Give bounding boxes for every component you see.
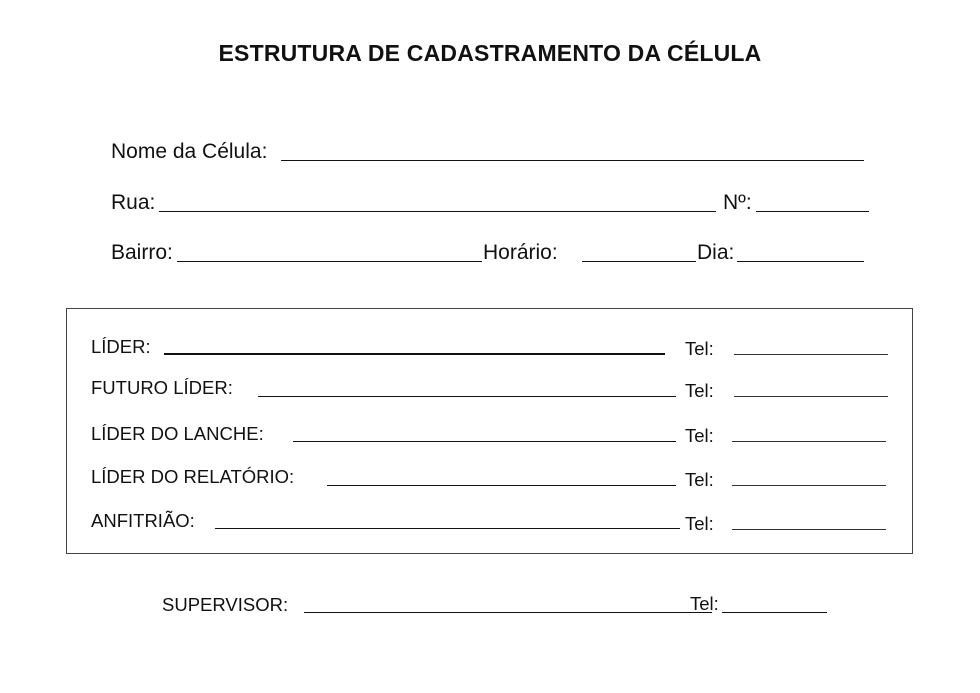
lider-tel-label: Tel: — [685, 338, 714, 359]
anfitriao-label: ANFITRIÃO: — [91, 510, 195, 531]
supervisor-tel-label: Tel: — [690, 593, 719, 614]
supervisor-field[interactable] — [304, 612, 712, 613]
lider-relatorio-tel-field[interactable] — [732, 485, 886, 486]
lider-lanche-tel-field[interactable] — [732, 441, 886, 442]
lider-tel-field[interactable] — [734, 354, 888, 355]
page-title: ESTRUTURA DE CADASTRAMENTO DA CÉLULA — [218, 40, 762, 66]
lider-lanche-label: LÍDER DO LANCHE: — [91, 423, 264, 444]
lider-lanche-tel-label: Tel: — [685, 425, 714, 446]
futuro-lider-tel-label: Tel: — [685, 380, 714, 401]
bairro-label: Bairro: — [111, 241, 173, 264]
lider-lanche-field[interactable] — [293, 441, 676, 442]
lider-relatorio-label: LÍDER DO RELATÓRIO: — [91, 466, 295, 487]
futuro-lider-field[interactable] — [258, 396, 676, 397]
futuro-lider-label: FUTURO LÍDER: — [91, 377, 233, 398]
rua-field[interactable] — [159, 211, 716, 212]
supervisor-label: SUPERVISOR: — [162, 594, 289, 615]
numero-field[interactable] — [756, 211, 869, 212]
horario-label: Horário: — [483, 241, 558, 264]
lider-field[interactable] — [164, 353, 665, 355]
horario-field[interactable] — [582, 261, 696, 262]
rua-label: Rua: — [111, 191, 156, 214]
bairro-field[interactable] — [177, 261, 482, 262]
supervisor-tel-field[interactable] — [722, 612, 827, 613]
lider-relatorio-field[interactable] — [327, 485, 676, 486]
anfitriao-field[interactable] — [215, 528, 680, 529]
nome-celula-label: Nome da Célula: — [111, 140, 268, 163]
futuro-lider-tel-field[interactable] — [734, 396, 888, 397]
lider-label: LÍDER: — [91, 336, 151, 357]
dia-label: Dia: — [697, 241, 735, 264]
anfitriao-tel-label: Tel: — [685, 513, 714, 534]
lider-relatorio-tel-label: Tel: — [685, 469, 714, 490]
dia-field[interactable] — [737, 261, 864, 262]
numero-label: Nº: — [723, 191, 752, 214]
nome-celula-field[interactable] — [281, 160, 864, 161]
anfitriao-tel-field[interactable] — [732, 529, 886, 530]
